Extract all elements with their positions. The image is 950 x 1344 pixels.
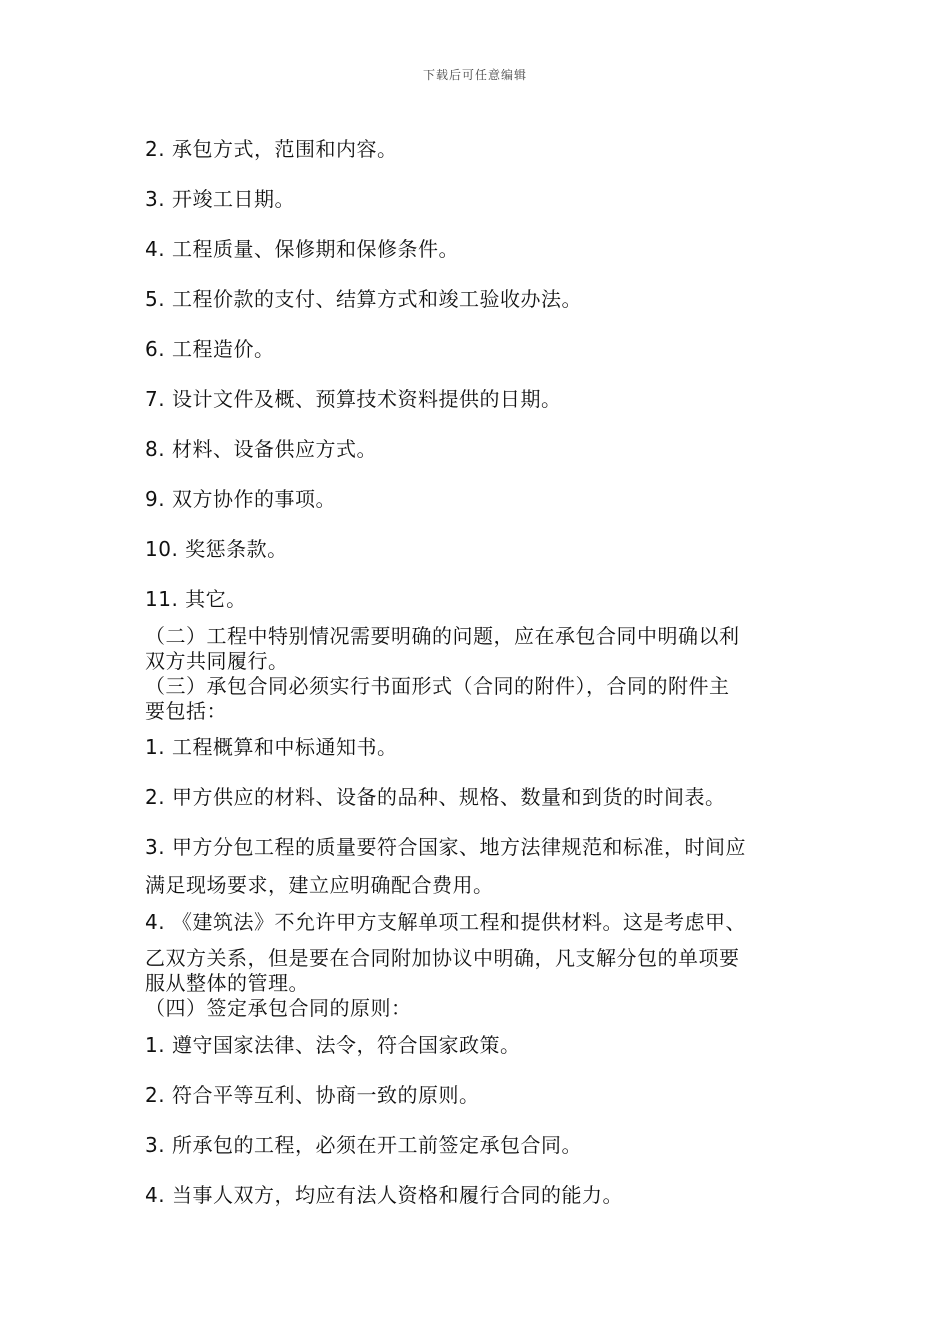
paragraph-two-line-2: 双方共同履行。 xyxy=(145,649,289,673)
list-item: 10. 奖惩条款。 xyxy=(145,537,288,561)
list-item-line-1: 4. 《建筑法》不允许甲方支解单项工程和提供材料。这是考虑甲、 xyxy=(145,910,746,934)
list-item: 3. 所承包的工程，必须在开工前签定承包合同。 xyxy=(145,1133,582,1157)
list-item: 9. 双方协作的事项。 xyxy=(145,487,336,511)
list-item-line-2: 满足现场要求，建立应明确配合费用。 xyxy=(145,873,494,897)
list-item: 5. 工程价款的支付、结算方式和竣工验收办法。 xyxy=(145,287,582,311)
list-item: 11. 其它。 xyxy=(145,587,247,611)
list-item: 3. 开竣工日期。 xyxy=(145,187,295,211)
list-item: 7. 设计文件及概、预算技术资料提供的日期。 xyxy=(145,387,562,411)
paragraph-three-line-1: （三）承包合同必须实行书面形式（合同的附件），合同的附件主 xyxy=(145,674,730,698)
paragraph-two-line-1: （二）工程中特别情况需要明确的问题，应在承包合同中明确以利 xyxy=(145,624,740,648)
list-item: 2. 承包方式，范围和内容。 xyxy=(145,137,398,161)
list-item: 1. 遵守国家法律、法令，符合国家政策。 xyxy=(145,1033,521,1057)
paragraph-three-line-2: 要包括： xyxy=(145,699,227,723)
list-item-line-3: 服从整体的管理。 xyxy=(145,971,309,995)
list-item-line-2: 乙双方关系，但是要在合同附加协议中明确，凡支解分包的单项要 xyxy=(145,946,740,970)
list-item: 4. 当事人双方，均应有法人资格和履行合同的能力。 xyxy=(145,1183,623,1207)
list-item: 8. 材料、设备供应方式。 xyxy=(145,437,377,461)
list-item: 2. 甲方供应的材料、设备的品种、规格、数量和到货的时间表。 xyxy=(145,785,726,809)
paragraph-four-line-1: （四）签定承包合同的原则： xyxy=(145,996,412,1020)
page-header: 下载后可任意编辑 xyxy=(422,68,527,82)
list-item: 4. 工程质量、保修期和保修条件。 xyxy=(145,237,459,261)
list-item-line-1: 3. 甲方分包工程的质量要符合国家、地方法律规范和标准，时间应 xyxy=(145,835,746,859)
list-item: 6. 工程造价。 xyxy=(145,337,275,361)
list-item: 1. 工程概算和中标通知书。 xyxy=(145,735,398,759)
list-item: 2. 符合平等互利、协商一致的原则。 xyxy=(145,1083,480,1107)
